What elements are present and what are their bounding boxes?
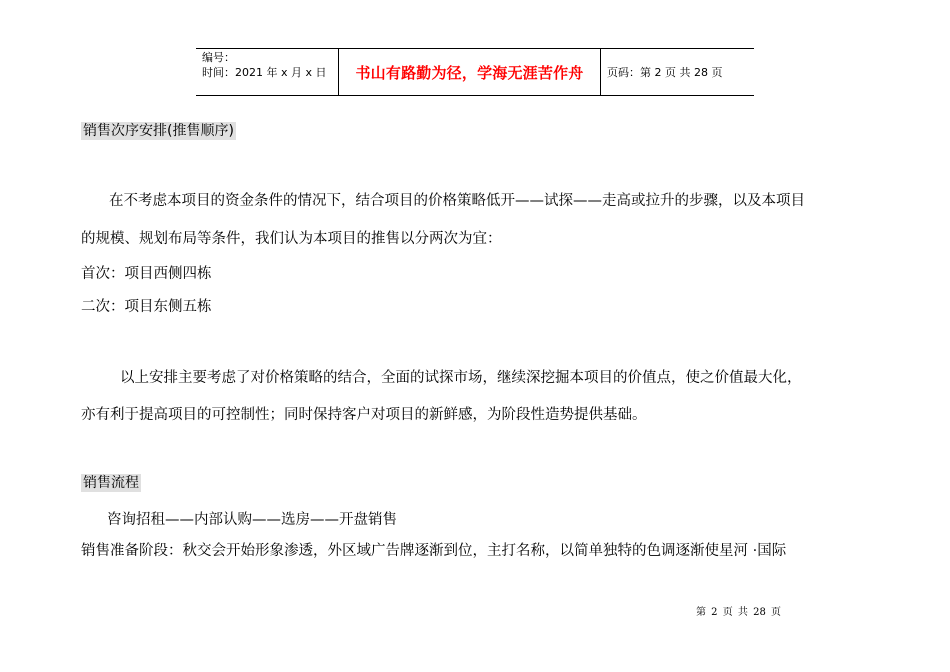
first-phase-item: 首次：项目西侧四栋: [81, 266, 212, 282]
page-footer: 第 2 页 共 28 页: [696, 607, 781, 618]
motto: 书山有路勤为径，学海无涯苦作舟: [355, 63, 584, 82]
paragraph-2-line-1: 以上安排主要考虑了对价格策略的结合，全面的试探市场，继续深挖掘本项目的价值点，使之价值最大化，: [120, 370, 802, 386]
sales-prep-stage: 销售准备阶段：秋交会开始形象渗透，外区域广告牌逐渐到位，主打名称，以简单独特的色调逐渐使星河 ·国际: [81, 543, 787, 559]
header-page-code: 页码：第 2 页 共 28 页: [607, 66, 723, 79]
header-meta: [196, 49, 338, 95]
second-phase-item: 二次：项目东侧五栋: [81, 299, 212, 315]
header-motto-cell: [338, 49, 601, 95]
section-heading-sales-process: 销售流程: [83, 475, 139, 491]
paragraph-2-line-2: 亦有利于提高项目的可控制性；同时保持客户对项目的新鲜感，为阶段性造势提供基础。: [81, 407, 647, 423]
sales-flow: 咨询招租——内部认购——选房——开盘销售: [107, 512, 397, 528]
page-header: [196, 48, 754, 96]
time-label: 时间：2021 年 x 月 x 日: [202, 66, 327, 79]
paragraph-1-line-2: 的规模、规划布局等条件，我们认为本项目的推售以分两次为宜：: [81, 231, 502, 247]
number-label: 编号：: [202, 51, 235, 64]
paragraph-1-line-1: 在不考虑本项目的资金条件的情况下，结合项目的价格策略低开——试探——走高或拉升的步骤，以及本项目: [109, 193, 805, 209]
section-heading-sales-order: 销售次序安排(推售顺序): [83, 123, 234, 139]
